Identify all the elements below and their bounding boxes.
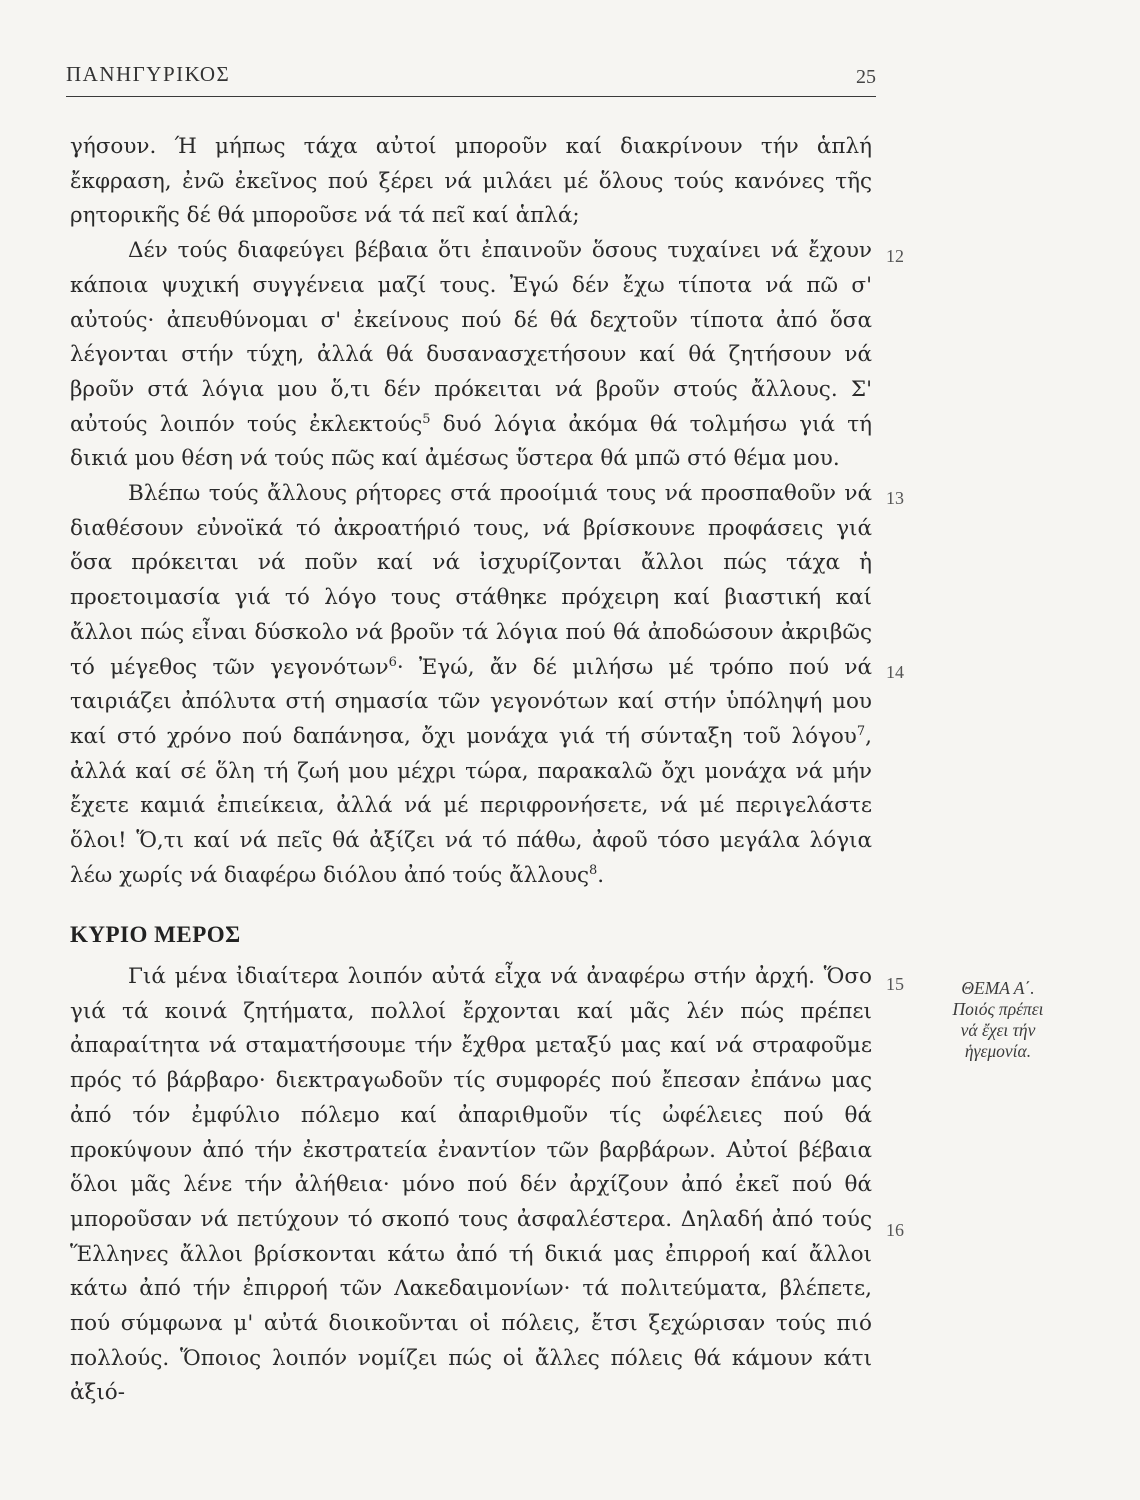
paragraph: Γιά μένα ἰδιαίτερα λοιπόν αὐτά εἶχα νά ἀναφέρω στήν ἀρχή. Ὅσο γιά τά κοινά ζητήματα, πολλοί ἔρχονται καί μᾶς λέν πώς πρέπει ἀπαραίτητα νά σταματήσουμε τήν ἔχθρα μεταξύ μας καί νά στραφοῦμε πρός τό βάρβαρο· διεκτραγωδοῦν τίς συμφορές πού ἔπεσαν ἐπάνω μας ἀπό τόν ἐμφύλιο πόλεμο καί ἀπαριθμοῦν τίς ὠφέλειες πού θά προκύψουν ἀπό τήν ἐκστρατεία ἐναντίον τῶν βαρβάρων. Αὐτοί βέβαια ὅλοι μᾶς λένε τήν ἀλήθεια· μόνο πού δέν ἀρχίζουν ἀπό ἐκεῖ πού θά μποροῦσαν νά πετύχουν τό σκοπό τους ἀσφαλέστερα. Δηλαδή ἀπό τούς Ἕλληνες ἄλλοι βρίσκονται κάτω ἀπό τή δικιά μας ἐπιρροή καί ἄλλοι κάτω ἀπό τήν ἐπιρροή τῶν Λακεδαιμονίων· τά πολιτεύματα, βλέπετε, πού σύμφωνα μ' αὐτά διοικοῦνται οἱ πόλεις, ἔτσι ξεχώρισαν τούς πιό πολλούς. Ὅποιος λοιπόν νομίζει πώς οἱ ἄλλες πόλεις θά κάμουν κάτι ἀξιό-	[70, 964, 872, 1406]
margin-note-title: ΘΕΜΑ Α΄.	[961, 978, 1035, 998]
margin-section-number: 14	[886, 662, 904, 682]
page-number: 25	[856, 66, 876, 88]
body-text-block-1	[70, 130, 872, 893]
footnote-ref: 8	[588, 862, 598, 878]
margin-section-number: 12	[886, 246, 904, 266]
paragraph-text: · Ἐγώ, ἄν δέ μιλήσω μέ τρόπο πού νά ταιριάζει ἀπόλυτα στή σημασία τῶν γεγονότων καί στήν ὑπόληψή μου καί στό χρόνο πού δαπάνησα, ὄχι μονάχα γιά τή σύνταξη τοῦ λόγου	[70, 654, 872, 749]
paragraph	[70, 477, 872, 893]
paragraph: γήσουν. Ή μήπως τάχα αὐτοί μποροῦν καί διακρίνουν τήν ἁπλή ἔκφραση, ἐνῶ ἐκεῖνος πού ξέρει νά μιλάει μέ ὅλους τούς κανόνες τῆς ρητορικῆς δέ θά μποροῦσε νά τά πεῖ καί ἁπλά;	[70, 134, 872, 229]
footnote-ref: 7	[856, 723, 866, 739]
margin-section-number: 13	[886, 488, 904, 508]
body-text-block-2	[70, 960, 872, 1411]
paragraph	[70, 234, 872, 477]
footnote-ref: 6	[388, 654, 397, 670]
running-title: ΠΑΝΗΓΥΡΙΚΟΣ	[66, 62, 231, 86]
section-heading: ΚΥΡΙΟ ΜΕΡΟΣ	[70, 922, 241, 947]
margin-section-number: 16	[886, 1220, 904, 1240]
margin-note	[918, 978, 1078, 1062]
margin-note-line: ἡγεμονία.	[964, 1041, 1032, 1061]
margin-note-line: νά ἔχει τήν	[960, 1020, 1036, 1040]
footnote-ref: 5	[422, 411, 431, 427]
running-header	[66, 60, 876, 97]
paragraph-text: .	[597, 862, 605, 888]
paragraph-text: , ἀλλά καί σέ ὅλη τή ζωή μου μέχρι τώρα, παρακαλῶ ὄχι μονάχα νά μήν ἔχετε καμιά ἐπιείκεια, ἀλλά νά μέ περιφρονήσετε, νά μέ περιγελάστε ὅλοι! Ὅ,τι καί νά πεῖς θά ἀξίζει νά τό πάθω, ἀφοῦ τόσο μεγάλα λόγια λέω χωρίς νά διαφέρω διόλου ἀπό τούς ἄλλους	[70, 723, 872, 888]
paragraph-text: Δέν τούς διαφεύγει βέβαια ὅτι ἐπαινοῦν ὅσους τυχαίνει νά ἔχουν κάποια ψυχική συγγένεια μαζί τους. Ἐγώ δέν ἔχω τίποτα νά πῶ σ' αὐτούς· ἀπευθύνομαι σ' ἐκείνους πού δέ θά δεχτοῦν τίποτα ἀπό ὅσα λέγονται στήν τύχη, ἀλλά θά δυσανασχετήσουν καί θά ζητήσουν νά βροῦν στά λόγια μου ὅ,τι δέν πρόκειται νά βροῦν στούς ἄλλους. Σ' αὐτούς λοιπόν τούς ἐκλεκτούς	[70, 238, 872, 437]
paragraph-text: δυό λόγια ἀκόμα θά τολμήσω γιά τή δικιά μου θέση νά τούς πῶς καί ἀμέσως ὕστερα θά μπῶ στό θέμα μου.	[70, 411, 872, 472]
margin-note-line: Ποιός πρέπει	[952, 999, 1044, 1019]
paragraph-text: Βλέπω τούς ἄλλους ρήτορες στά προοίμιά τους νά προσπαθοῦν νά διαθέσουν εὐνοϊκά τό ἀκροατήριό τους, νά βρίσκουνε προφάσεις γιά ὅσα πρόκειται νά ποῦν καί νά ἰσχυρίζονται ἄλλοι πώς τάχα ἡ προετοιμασία γιά τό λόγο τους στάθηκε πρόχειρη καί βιαστική καί ἄλλοι πώς εἶναι δύσκολο νά βροῦν τά λόγια πού θά ἀποδώσουν ἀκριβῶς τό μέγεθος τῶν γεγονότων	[70, 481, 872, 680]
margin-section-number: 15	[886, 974, 904, 994]
